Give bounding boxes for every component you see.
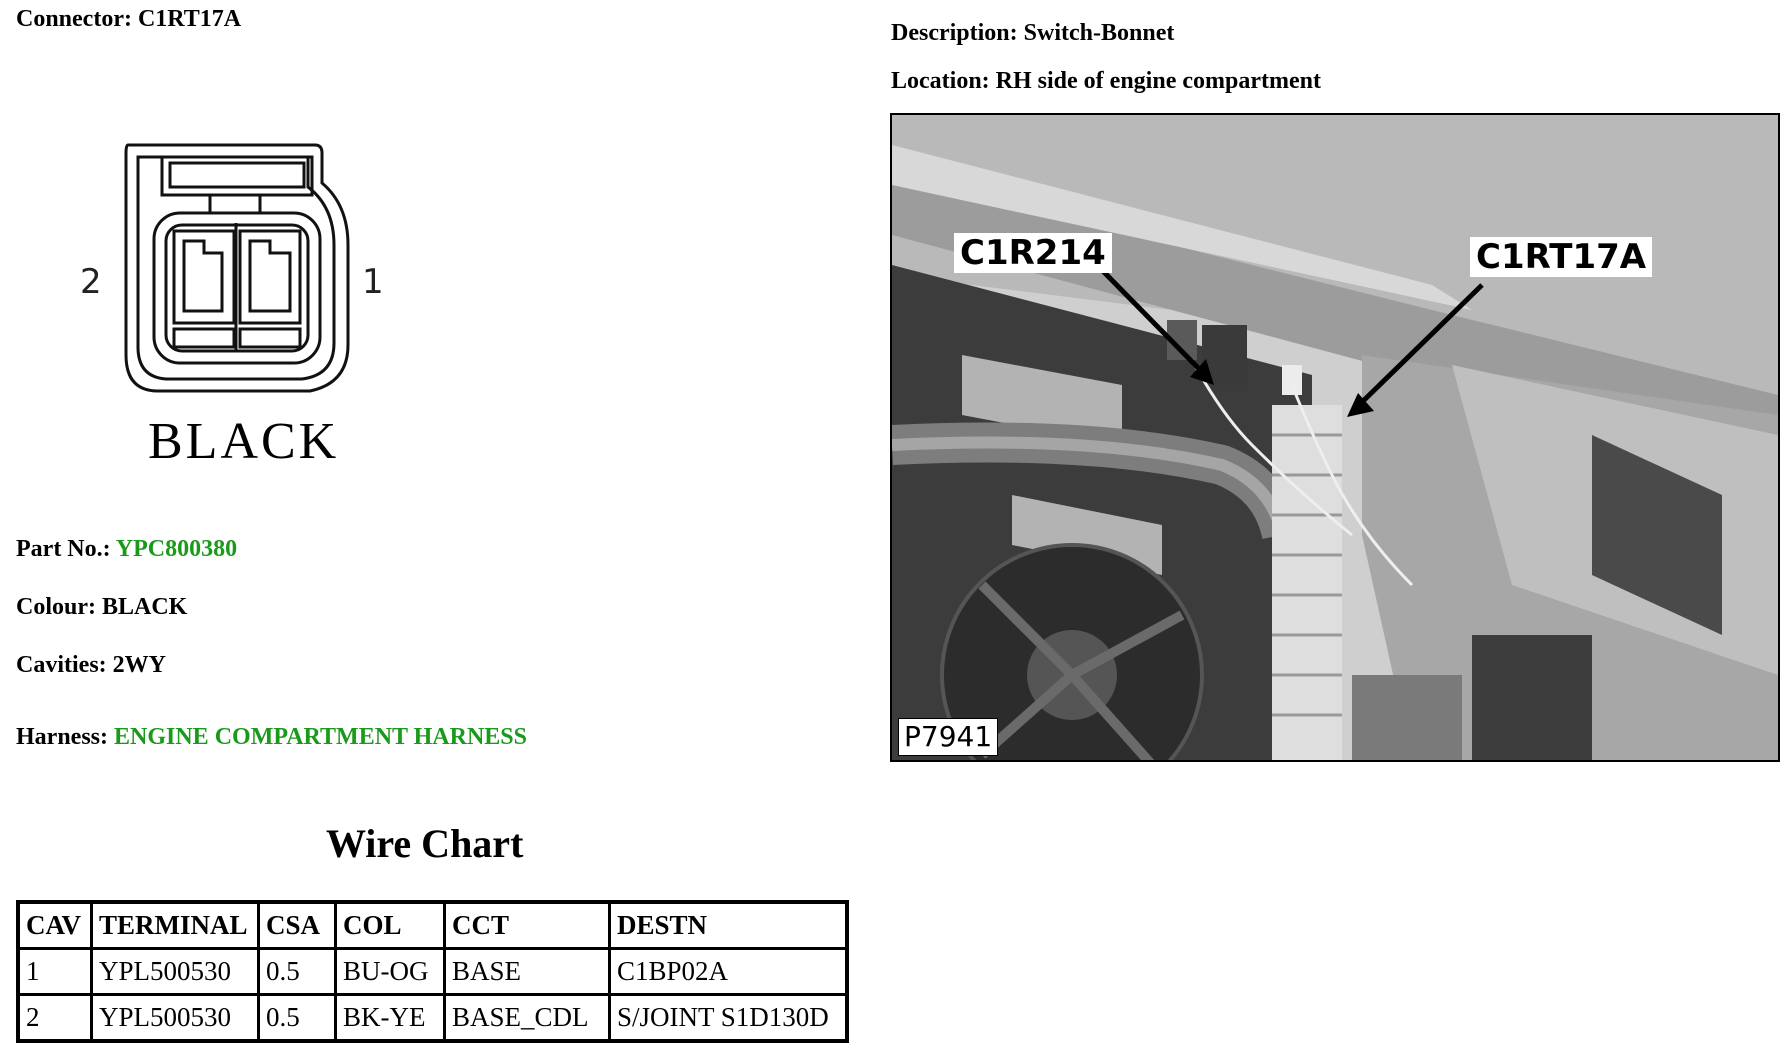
harness-link[interactable]: ENGINE COMPARTMENT HARNESS [114,724,527,750]
wire-chart-table [16,900,849,1043]
cell-destn: S/JOINT S1D130D [610,995,848,1042]
cavities-line [16,652,166,679]
table-row [18,949,847,995]
description-line [891,20,1174,47]
col-header-destn: DESTN [610,902,848,949]
cell-cct: BASE_CDL [445,995,610,1042]
table-header-row [18,902,847,949]
cell-cct: BASE [445,949,610,995]
col-header-col: COL [336,902,445,949]
engine-compartment-illustration [892,115,1778,760]
location-label: Location: [891,68,990,94]
cell-csa: 0.5 [259,995,336,1042]
pin-1-label: 1 [362,262,384,302]
colour-label: Colour: [16,594,96,620]
cavities-label: Cavities: [16,652,107,678]
location-line [891,68,1321,95]
part-no-line [16,536,237,563]
description-value: Switch-Bonnet [1023,20,1175,46]
wire-chart-title: Wire Chart [326,821,524,866]
location-photo [890,113,1780,762]
cell-destn: C1BP02A [610,949,848,995]
connector-id: C1RT17A [137,6,242,32]
cavities-value: 2WY [112,652,166,678]
col-header-cav: CAV [18,902,92,949]
col-header-cct: CCT [445,902,610,949]
part-no-link[interactable]: YPC800380 [115,536,238,562]
connector-heading [16,6,241,33]
col-header-csa: CSA [259,902,336,949]
pin-2-label: 2 [80,262,102,302]
cell-csa: 0.5 [259,949,336,995]
cell-cav: 1 [18,949,92,995]
table-row [18,995,847,1042]
connector-label: Connector: [16,6,132,32]
colour-value: BLACK [102,594,188,620]
cell-terminal: YPL500530 [92,995,259,1042]
cell-col: BU-OG [336,949,445,995]
callout-c1rt17a: C1RT17A [1470,237,1652,277]
col-header-terminal: TERMINAL [92,902,259,949]
cell-col: BK-YE [336,995,445,1042]
part-no-label: Part No.: [16,536,111,562]
photo-id-label: P7941 [898,718,998,756]
cell-cav: 2 [18,995,92,1042]
harness-line [16,724,527,751]
colour-line [16,594,187,621]
callout-c1r214: C1R214 [954,233,1112,273]
location-value: RH side of engine compartment [995,68,1321,94]
harness-label: Harness: [16,724,108,750]
description-label: Description: [891,20,1018,46]
diagram-colour-label: BLACK [148,413,340,470]
cell-terminal: YPL500530 [92,949,259,995]
